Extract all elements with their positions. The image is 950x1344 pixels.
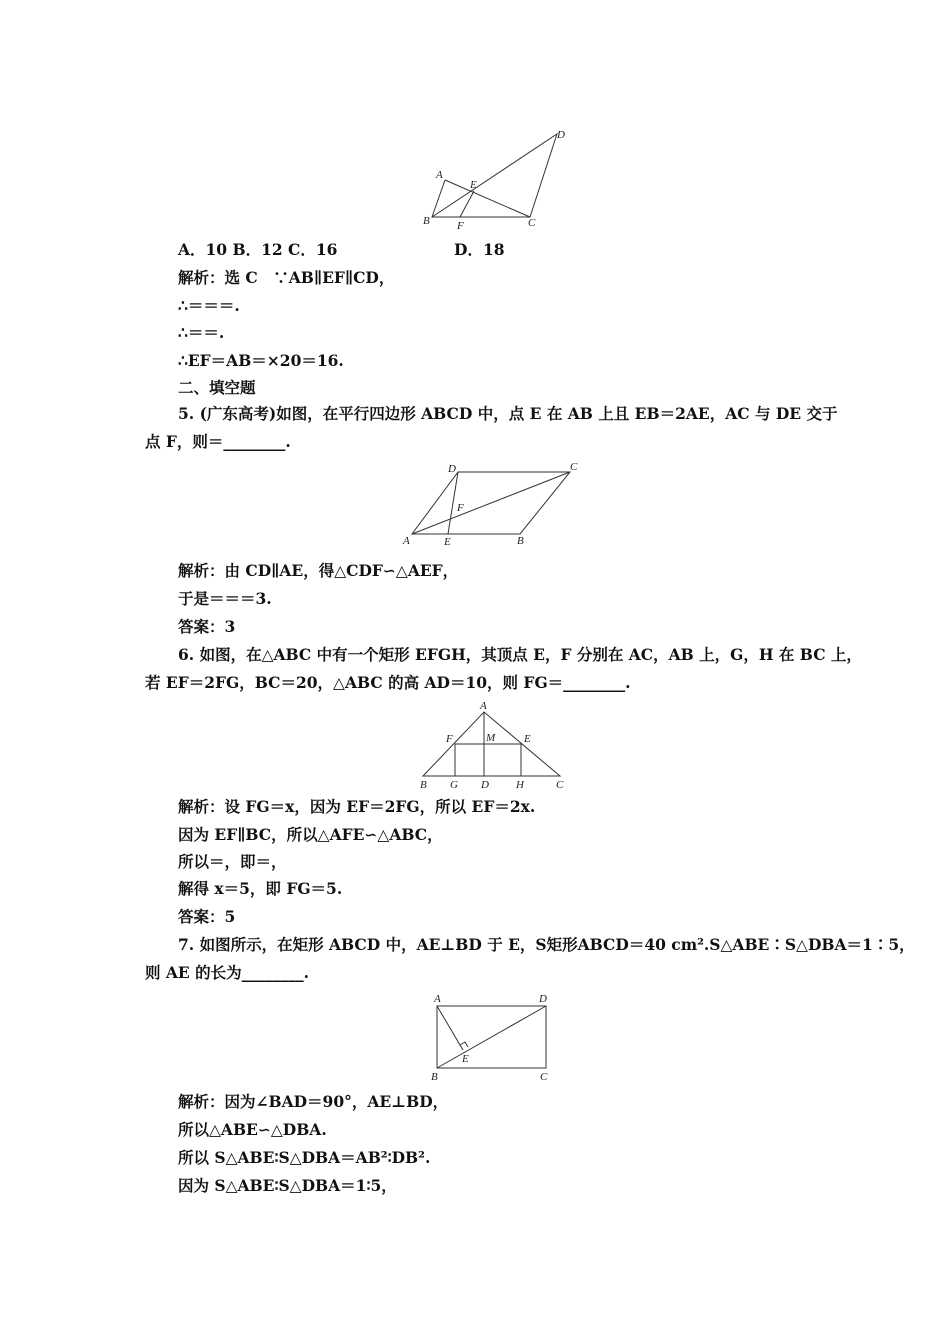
fig4-label-a: A	[434, 993, 441, 1005]
figure-parallelogram-svg	[398, 458, 588, 550]
fig1-label-f: F	[457, 220, 464, 232]
fig4-label-c: C	[540, 1071, 548, 1083]
fig3-label-e: E	[524, 733, 531, 745]
q4-choice-d: D．18	[454, 240, 505, 259]
fig1-ac	[445, 180, 530, 217]
fig4-bd	[437, 1006, 546, 1068]
fig2-ac	[412, 472, 570, 534]
q4-analysis-1: 解析：选 C ∵AB∥EF∥CD，	[178, 268, 395, 287]
q5-analysis-2: 于是＝＝＝3.	[178, 589, 272, 608]
q5-question-line2: 点 F，则＝________.	[145, 432, 291, 451]
q5-question-line1: 5. (广东高考)如图，在平行四边形 ABCD 中，点 E 在 AB 上且 EB＝2AE，AC 与 DE 交于	[178, 404, 838, 423]
fig3-label-d: D	[481, 779, 489, 791]
q6-analysis-3: 所以＝，即＝，	[178, 852, 287, 871]
figure-rectangle-abcd-svg	[428, 990, 558, 1082]
fig2-label-e: E	[444, 536, 451, 548]
fig3-label-m: M	[486, 732, 496, 744]
q7-analysis-3: 所以 S△ABE∶S△DBA＝AB²∶DB².	[178, 1148, 431, 1167]
q6-analysis-4: 解得 x＝5，即 FG＝5.	[178, 879, 343, 898]
q4-analysis-3: ∴＝＝.	[178, 323, 225, 342]
q6-answer: 答案：5	[178, 907, 236, 926]
fig1-label-d: D	[557, 129, 565, 141]
figure-trapezoid-svg	[420, 126, 570, 236]
fig4-label-e: E	[462, 1053, 469, 1065]
fig4-label-d: D	[539, 993, 547, 1005]
q7-analysis-1: 解析：因为∠BAD＝90°，AE⊥BD，	[178, 1092, 449, 1111]
figure-trapezoid	[420, 126, 570, 236]
fig1-label-b: B	[423, 215, 430, 227]
fig3-label-g: G	[450, 779, 458, 791]
fig3-label-b: B	[420, 779, 427, 791]
fig1-ef	[460, 191, 474, 217]
q7-analysis-2: 所以△ABE∽△DBA.	[178, 1120, 327, 1139]
q6-analysis-1: 解析：设 FG＝x，因为 EF＝2FG，所以 EF＝2x.	[178, 797, 536, 816]
figure-triangle-rectangle-svg	[414, 698, 574, 794]
fig3-rectangle	[455, 744, 521, 776]
q6-question-line1: 6. 如图，在△ABC 中有一个矩形 EFGH，其顶点 E，F 分别在 AC，AB 上，G，H 在 BC 上，	[178, 645, 862, 664]
fig2-label-d: D	[448, 463, 456, 475]
q6-analysis-2: 因为 EF∥BC，所以△AFE∽△ABC，	[178, 825, 443, 844]
fig1-label-a: A	[436, 169, 443, 181]
fig1-lines	[432, 134, 557, 217]
q4-analysis-4: ∴EF＝AB＝×20＝16.	[178, 351, 344, 370]
q6-question-line2: 若 EF＝2FG，BC＝20，△ABC 的高 AD＝10，则 FG＝________.	[145, 673, 631, 692]
fig2-label-a: A	[403, 535, 410, 547]
q4-analysis-2: ∴＝＝＝.	[178, 296, 240, 315]
q7-question-line2: 则 AE 的长为________.	[145, 963, 310, 982]
fig4-label-b: B	[431, 1071, 438, 1083]
q7-analysis-4: 因为 S△ABE∶S△DBA＝1∶5，	[178, 1176, 397, 1195]
section-title: 二、填空题	[178, 378, 256, 397]
fig4-ae	[437, 1006, 463, 1050]
fig1-label-e: E	[470, 179, 477, 191]
figure-parallelogram	[398, 458, 588, 550]
fig2-label-c: C	[570, 461, 578, 473]
q4-choices-abc: A．10 B．12 C．16	[178, 240, 338, 259]
fig3-label-f: F	[446, 733, 453, 745]
figure-triangle-rectangle	[414, 698, 574, 794]
q5-analysis-1: 解析：由 CD∥AE，得△CDF∽△AEF，	[178, 561, 459, 580]
figure-rectangle-abcd	[428, 990, 558, 1082]
q5-answer: 答案：3	[178, 617, 236, 636]
q4-choices	[178, 240, 505, 260]
fig2-label-f: F	[457, 502, 464, 514]
fig3-label-a: A	[480, 700, 487, 712]
fig3-label-c: C	[556, 779, 564, 791]
fig2-label-b: B	[517, 535, 524, 547]
fig1-label-c: C	[528, 217, 536, 229]
q7-question-line1: 7. 如图所示，在矩形 ABCD 中，AE⊥BD 于 E，S矩形ABCD＝40 cm².S△ABE∶S△DBA＝1∶5，	[178, 935, 915, 954]
fig3-label-h: H	[516, 779, 524, 791]
